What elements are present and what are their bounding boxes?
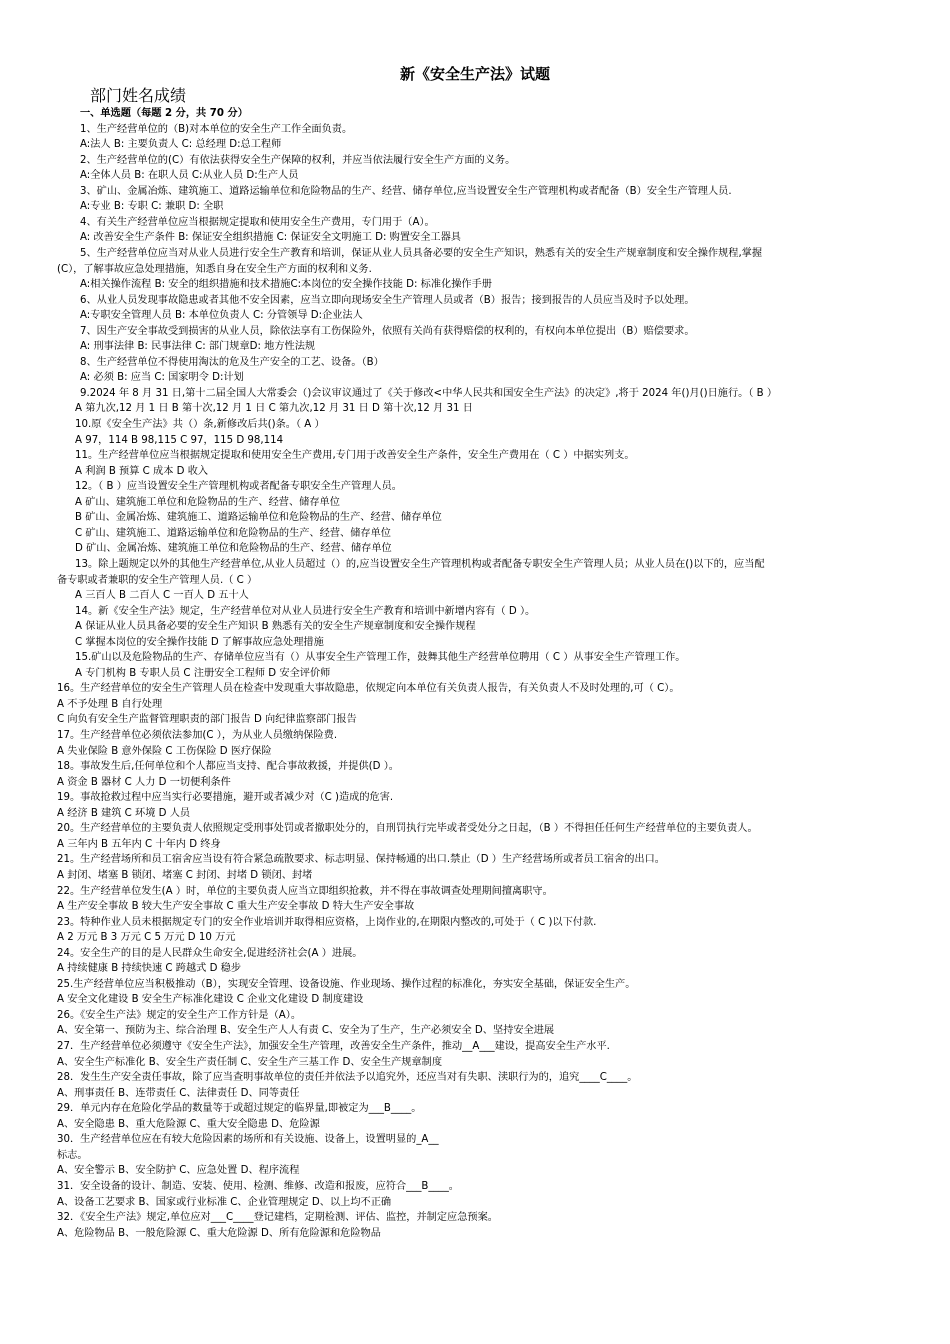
question-line: 13。除上题规定以外的其他生产经营单位,从业人员超过（）的,应当设置安全生产管理机构或者配备专职安全生产管理人员；从业人员在()以下的，应当配 bbox=[75, 558, 765, 570]
question-line: A、安全生产标准化 B、安全生产责任制 C、安全生产三基工作 D、安全生产规章制度 bbox=[57, 1056, 443, 1068]
question-line: B 矿山、金属冶炼、建筑施工、道路运输单位和危险物品的生产、经营、储存单位 bbox=[75, 512, 442, 524]
question-line: 23。特种作业人员未根据规定专门的安全作业培训并取得相应资格，上岗作业的,在期限内整改的,可处于（ C )以下付款. bbox=[57, 916, 597, 928]
question-line: 24。安全生产的目的是人民群众生命安全,促进经济社会(A ）进展。 bbox=[57, 947, 363, 959]
question-line: A 三年内 B 五年内 C 十年内 D 终身 bbox=[57, 838, 221, 850]
question-line: 1、生产经营单位的（B)对本单位的安全生产工作全面负责。 bbox=[80, 123, 353, 135]
question-line: 8、生产经营单位不得使用淘汰的危及生产安全的工艺、设备。（B） bbox=[80, 356, 384, 368]
question-line: 备专职或者兼职的安全生产管理人员.（ C ） bbox=[57, 574, 258, 586]
question-line: 16。生产经营单位的安全生产管理人员在检查中发现重大事故隐患，依规定向本单位有关负责人报告，有关负责人不及时处理的,可（ C）。 bbox=[57, 683, 680, 695]
question-line: 25.生产经营单位应当积极推动（B），实现安全管理、设备设施、作业现场、操作过程的标准化，夯实安全基础，保证安全生产。 bbox=[57, 978, 636, 990]
question-line: 6、从业人员发现事故隐患或者其他不安全因素，应当立即向现场安全生产管理人员或者（B）报告；接到报告的人员应当及时予以处理。 bbox=[80, 294, 695, 306]
question-line: A 利润 B 预算 C 成本 D 收入 bbox=[75, 465, 209, 477]
question-line: A 三百人 B 二百人 C 一百人 D 五十人 bbox=[75, 590, 249, 602]
question-line: 5、生产经营单位应当对从业人员进行安全生产教育和培训，保证从业人员具备必要的安全生产知识，熟悉有关的安全生产规章制度和安全操作规程,掌握 bbox=[80, 247, 763, 259]
question-line: 11。生产经营单位应当根据规定提取和使用安全生产费用,专门用于改善安全生产条件，安全生产费用在（ C ）中据实列支。 bbox=[75, 450, 635, 462]
question-line: A 生产安全事故 B 较大生产安全事故 C 重大生产安全事故 D 特大生产安全事故 bbox=[57, 901, 415, 913]
question-line: A:相关操作流程 B: 安全的组织措施和技术措施C:本岗位的安全操作技能 D: 标准化操作手册 bbox=[80, 279, 492, 291]
question-line: 17。生产经营单位必须依法参加(C ），为从业人员缴纳保险费. bbox=[57, 730, 338, 741]
question-line: A 资金 B 器材 C 人力 D 一切便利条件 bbox=[57, 776, 231, 788]
question-line: A 矿山、建筑施工单位和危险物品的生产、经营、储存单位 bbox=[75, 496, 340, 508]
question-line: A、安全隐患 B、重大危险源 C、重大安全隐患 D、危险源 bbox=[57, 1118, 320, 1130]
question-line: A、安全警示 B、安全防护 C、应急处置 D、程序流程 bbox=[57, 1165, 300, 1177]
question-line: 10.原《安全生产法》共（）条,新修改后共()条。（ A ） bbox=[75, 419, 325, 430]
question-line: 7、因生产安全事故受到损害的从业人员，除依法享有工伤保险外，依照有关尚有获得赔偿的权利的，有权向本单位提出（B）赔偿要求。 bbox=[80, 325, 695, 337]
question-line: A:专业 B: 专职 C: 兼职 D: 全职 bbox=[80, 201, 224, 213]
question-line: A 第九次,12 月 1 日 B 第十次,12 月 1 日 C 第九次,12 月 31 日 D 第十次,12 月 31 日 bbox=[75, 403, 473, 415]
question-line: C 矿山、建筑施工、道路运输单位和危险物品的生产、经营、储存单位 bbox=[75, 527, 391, 539]
question-line: 30．生产经营单位应在有较大危险因素的场所和有关设施、设备上，设置明显的_A__ bbox=[57, 1134, 439, 1146]
question-line: 29．单元内存在危险化学品的数量等于或超过规定的临界量,即被定为___B____。 bbox=[57, 1103, 422, 1115]
question-line: 18。事故发生后,任何单位和个人都应当支持、配合事故救援，并提供(D ）。 bbox=[57, 761, 399, 773]
question-line: A、安全第一、预防为主、综合治理 B、安全生产人人有责 C、安全为了生产，生产必须安全 D、坚持安全进展 bbox=[57, 1025, 555, 1037]
question-line: 15.矿山以及危险物品的生产、存储单位应当有（）从事安全生产管理工作，鼓舞其他生产经营单位聘用（ C ）从事安全生产管理工作。 bbox=[75, 652, 686, 664]
question-line: A、危险物品 B、一般危险源 C、重大危险源 D、所有危险源和危险物品 bbox=[57, 1227, 381, 1239]
question-line: A: 改善安全生产条件 B: 保证安全组织措施 C: 保证安全文明施工 D: 购置安全工器具 bbox=[80, 232, 461, 244]
question-line: A、设备工艺要求 B、国家或行业标准 C、企业管理规定 D、以上均不正确 bbox=[57, 1196, 392, 1208]
question-line: 19。事故抢救过程中应当实行必要措施，避开或者减少对（C )造成的危害. bbox=[57, 792, 394, 804]
section-heading: 一、单选题（每题 2 分，共 70 分） bbox=[80, 108, 248, 119]
question-line: (C），了解事故应急处理措施，知悉自身在安全生产方面的权利和义务. bbox=[57, 263, 372, 275]
question-line: 14。新《安全生产法》规定，生产经营单位对从业人员进行安全生产教育和培训中新增内容有（ D ）。 bbox=[75, 605, 536, 617]
question-line: D 矿山、金属冶炼、建筑施工单位和危险物品的生产、经营、储存单位 bbox=[75, 543, 392, 555]
question-line: 28．发生生产安全责任事故，除了应当查明事故单位的责任并依法予以追究外，还应当对有失职、渎职行为的，追究____C____。 bbox=[57, 1072, 638, 1084]
question-line: 27．生产经营单位必须遵守《安全生产法》，加强安全生产管理，改善安全生产条件，推动__A___建设，提高安全生产水平. bbox=[57, 1041, 610, 1052]
question-line: 20。生产经营单位的主要负责人依照规定受刑事处罚或者撤职处分的，自刑罚执行完毕或者受处分之日起，（B ）不得担任任何生产经营单位的主要负责人。 bbox=[57, 823, 758, 835]
question-line: A 97，114 B 98,115 C 97，115 D 98,114 bbox=[75, 434, 284, 446]
question-line: 12。（ B ）应当设置安全生产管理机构或者配备专职安全生产管理人员。 bbox=[75, 481, 402, 493]
question-line: 26。《安全生产法》规定的安全生产工作方针是（A）。 bbox=[57, 1009, 302, 1021]
question-line: A 保证从业人员具备必要的安全生产知识 B 熟悉有关的安全生产规章制度和安全操作规程 bbox=[75, 621, 476, 633]
question-line: 31．安全设备的设计、制造、安装、使用、检测、维修、改造和报废，应符合___B____。 bbox=[57, 1180, 459, 1192]
question-line: A、刑事责任 B、连带责任 C、法律责任 D、同等责任 bbox=[57, 1087, 300, 1099]
question-line: A 安全文化建设 B 安全生产标准化建设 C 企业文化建设 D 制度建设 bbox=[57, 994, 364, 1006]
question-line: 21。生产经营场所和员工宿舍应当设有符合紧急疏散要求、标志明显、保持畅通的出口.禁止（D ）生产经营场所或者员工宿舍的出口。 bbox=[57, 854, 665, 866]
question-line: 9.2024 年 8 月 31 日,第十二届全国人大常委会（)会议审议通过了《关于修改<中华人民共和国安全生产法》的决定》,将于 2024 年()月()日施行。（ B ） bbox=[80, 387, 778, 399]
question-line: A: 必须 B: 应当 C: 国家明令 D:计划 bbox=[80, 372, 244, 384]
question-line: A 专门机构 B 专职人员 C 注册安全工程师 D 安全评价师 bbox=[75, 667, 331, 679]
question-line: A:专职安全管理人员 B: 本单位负责人 C: 分管领导 D:企业法人 bbox=[80, 310, 363, 322]
question-line: C 向负有安全生产监督管理职责的部门报告 D 向纪律监察部门报告 bbox=[57, 714, 357, 726]
question-line: A: 刑事法律 B: 民事法律 C: 部门规章D: 地方性法规 bbox=[80, 341, 316, 353]
question-line: A:全体人员 B: 在职人员 C:从业人员 D:生产人员 bbox=[80, 170, 299, 182]
question-line: A 持续健康 B 持续快速 C 跨越式 D 稳步 bbox=[57, 963, 242, 975]
question-line: C 掌握本岗位的安全操作技能 D 了解事故应急处理措施 bbox=[75, 636, 324, 648]
question-line: A 失业保险 B 意外保险 C 工伤保险 D 医疗保险 bbox=[57, 745, 272, 757]
document-title: 新《安全生产法》试题 bbox=[399, 65, 550, 83]
question-line: A:法人 B: 主要负责人 C: 总经理 D:总工程师 bbox=[80, 139, 282, 151]
question-line: 标志。 bbox=[57, 1149, 88, 1161]
question-line: A 不予处理 B 自行处理 bbox=[57, 698, 163, 710]
document-subtitle: 部门姓名成绩 bbox=[90, 86, 187, 105]
question-line: A 经济 B 建筑 C 环境 D 人员 bbox=[57, 807, 191, 819]
question-line: 4、有关生产经营单位应当根据规定提取和使用安全生产费用，专门用于（A）。 bbox=[80, 216, 435, 228]
question-line: 2、生产经营单位的(C）有依法获得安全生产保障的权利，并应当依法履行安全生产方面的义务。 bbox=[80, 154, 516, 166]
question-line: 32．《安全生产法》规定,单位应对___C____登记建档，定期检测、评估、监控，并制定应急预案。 bbox=[57, 1212, 498, 1224]
question-line: A 封闭、堵塞 B 锁闭、堵塞 C 封闭、封堵 D 锁闭、封堵 bbox=[57, 869, 313, 881]
question-line: 22。生产经营单位发生(A ）时，单位的主要负责人应当立即组织抢救，并不得在事故调查处理期间擅离职守。 bbox=[57, 885, 553, 897]
question-line: A 2 万元 B 3 万元 C 5 万元 D 10 万元 bbox=[57, 932, 236, 944]
question-line: 3、矿山、金属冶炼、建筑施工、道路运输单位和危险物品的生产、经营、储存单位,应当设置安全生产管理机构或者配备（B）安全生产管理人员. bbox=[80, 185, 732, 197]
